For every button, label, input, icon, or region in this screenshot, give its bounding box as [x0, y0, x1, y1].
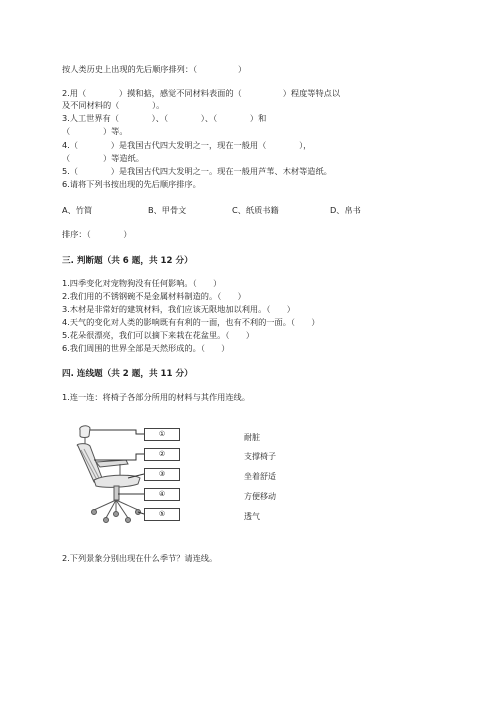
judge-item-3: 3.木材是非常好的建筑材料，我们应该无限地加以利用。（ ） — [62, 304, 295, 314]
match-box-5: ⑤ — [144, 508, 180, 521]
match-box-2: ② — [144, 448, 180, 461]
order-question: 按人类历史上出现的先后顺序排列：（ ） — [62, 64, 247, 74]
section3-title: 三. 判断题（共 6 题，共 12 分） — [62, 256, 193, 266]
judge-item-6: 6.我们周围的世界全部是天然形成的。（ ） — [62, 343, 230, 353]
q6-option-c: C、纸质书籍 — [232, 205, 279, 215]
q6-option-a: A、竹简 — [62, 205, 93, 215]
function-label-1: 耐脏 — [244, 433, 260, 442]
match-q1: 1.连一连：将椅子各部分所用的材料与其作用连线。 — [62, 392, 250, 402]
q3-line1: 3.人工世界有（ ）、（ ）、（ ）和 — [62, 113, 267, 123]
q6-option-b: B、甲骨文 — [148, 205, 187, 215]
section4-title: 四. 连线题（共 2 题，共 11 分） — [62, 369, 193, 379]
q3-line2: （ ）等。 — [62, 126, 128, 136]
q5-text: 5.（ ）是我国古代四大发明之一。现在一般用芦苇、木材等造纸。 — [62, 166, 332, 176]
q2-line2: 及不同材料的（ ）。 — [62, 100, 165, 110]
judge-item-4: 4.天气的变化对人类的影响既有有利的一面，也有不利的一面。（ ） — [62, 317, 320, 327]
judge-item-2: 2.我们用的不锈钢碗不是金属材料制造的。（ ） — [62, 291, 246, 301]
judge-item-1: 1.四季变化对宠物狗没有任何影响。（ ） — [62, 278, 222, 288]
function-label-2: 支撑椅子 — [244, 452, 276, 461]
q6-answer: 排序：（ ） — [62, 229, 132, 239]
match-box-1: ① — [144, 428, 180, 441]
q2-line1: 2.用（ ）摸和掂，感觉不同材料表面的（ ）程度等特点以 — [62, 88, 341, 98]
judge-item-5: 5.花朵很漂亮，我们可以摘下来栽在花盆里。（ ） — [62, 330, 255, 340]
match-box-4: ④ — [144, 488, 180, 501]
q4-line2: （ ）等造纸。 — [62, 153, 144, 163]
function-label-5: 透气 — [244, 512, 260, 521]
match-q2: 2.下列景象分别出现在什么季节？请连线。 — [62, 553, 218, 563]
match-box-3: ③ — [144, 468, 180, 481]
q6-text: 6.请将下列书按出现的先后顺序排序。 — [62, 179, 201, 189]
function-label-3: 坐着舒适 — [244, 472, 276, 481]
q4-line1: 4.（ ）是我国古代四大发明之一，现在一般用（ ）， — [62, 140, 312, 150]
q6-option-d: D、帛书 — [330, 205, 361, 215]
function-label-4: 方便移动 — [244, 492, 276, 501]
